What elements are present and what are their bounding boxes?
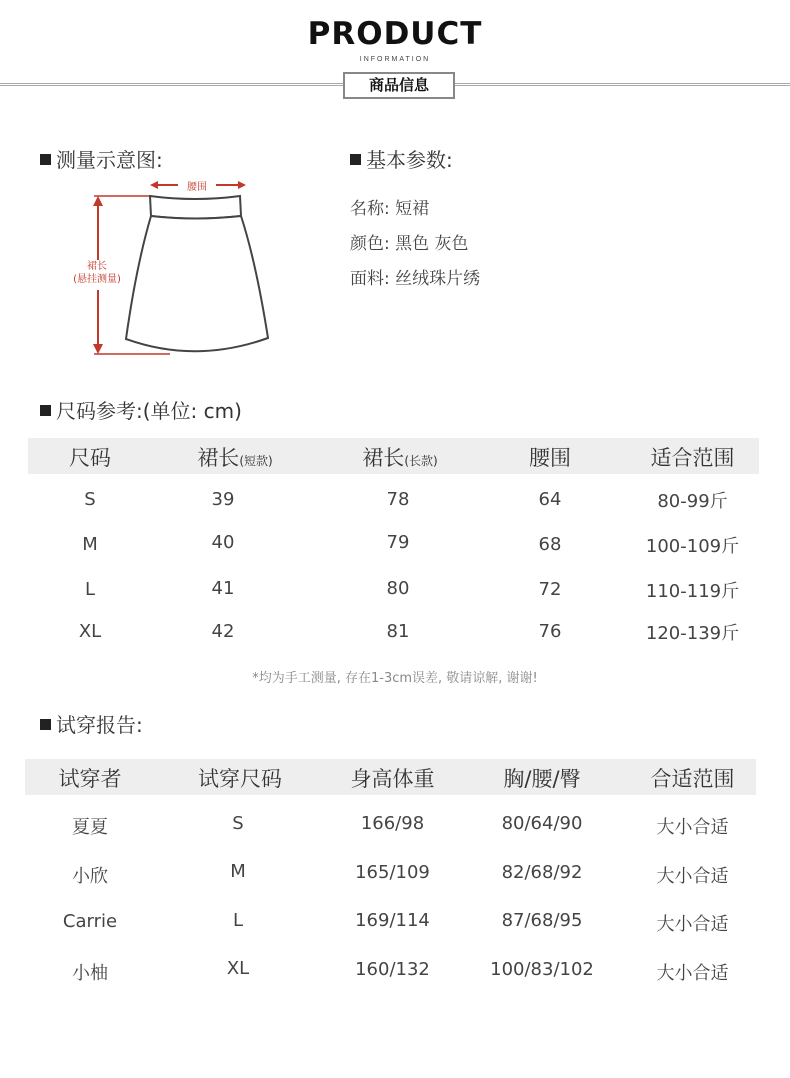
table-cell: 120-139斤 [645, 623, 740, 644]
long-length-col-header: 裙长(长款) [362, 446, 438, 470]
short-length-col-header: 裙长(短款) [197, 446, 273, 470]
height-weight-col-header: 身高体重 [350, 767, 435, 791]
section-badge: 商品信息 [343, 72, 455, 99]
trial-fit-col-header: 合适范围 [650, 767, 735, 791]
size-col-header: 尺码 [69, 446, 111, 470]
table-cell: 80-99斤 [657, 491, 728, 512]
table-cell: 80/64/90 [501, 813, 583, 834]
table-cell: M [82, 534, 98, 555]
trial-size-col-header: 试穿尺码 [198, 767, 282, 791]
page-title: PRODUCT [307, 16, 483, 52]
table-cell: S [84, 489, 96, 510]
param-fabric: 面料: 丝绒珠片绣 [350, 269, 481, 289]
table-cell: 大小合适 [656, 914, 729, 935]
page-subtitle: INFORMATION [359, 56, 431, 63]
table-cell: 小柚 [72, 963, 108, 984]
param-color: 颜色: 黑色 灰色 [350, 234, 469, 254]
table-cell: 大小合适 [656, 963, 729, 984]
table-cell: 夏夏 [72, 817, 108, 838]
square-bullet-icon [40, 405, 51, 416]
header-divider-right [455, 83, 790, 86]
table-cell: 80 [386, 578, 410, 599]
table-cell: Carrie [62, 911, 118, 932]
square-bullet-icon [350, 154, 361, 165]
table-cell: 64 [538, 489, 562, 510]
table-cell: M [230, 861, 246, 882]
table-cell: 68 [538, 534, 562, 555]
basic-heading: 基本参数: [350, 144, 453, 173]
table-cell: 42 [211, 621, 235, 642]
table-cell: 41 [211, 578, 235, 599]
table-cell: 100-109斤 [645, 536, 740, 557]
table-cell: 39 [211, 489, 235, 510]
table-cell: L [84, 579, 96, 600]
table-cell: XL [78, 621, 102, 642]
table-cell: 110-119斤 [645, 581, 740, 602]
fit-range-col-header: 适合范围 [650, 446, 735, 470]
table-cell: 100/83/102 [490, 959, 594, 980]
waist-col-header: 腰围 [529, 446, 571, 470]
table-cell: 160/132 [355, 959, 430, 980]
table-cell: 大小合适 [656, 866, 729, 887]
measurements-col-header: 胸/腰/臀 [503, 767, 581, 791]
size-ref-heading: 尺码参考:(单位: cm) [40, 395, 242, 424]
waist-label: 腰围 [187, 182, 207, 193]
table-cell: S [232, 813, 244, 834]
measure-heading: 测量示意图: [40, 144, 163, 173]
table-cell: 165/109 [355, 862, 430, 883]
table-cell: 81 [386, 621, 410, 642]
table-cell: 82/68/92 [501, 862, 583, 883]
table-cell: 40 [211, 532, 235, 553]
square-bullet-icon [40, 719, 51, 730]
table-cell: 166/98 [360, 813, 425, 834]
square-bullet-icon [40, 154, 51, 165]
table-cell: 72 [538, 579, 562, 600]
measure-note: *均为手工测量, 存在1-3cm误差, 敬请谅解, 谢谢! [252, 671, 538, 686]
table-cell: L [232, 910, 244, 931]
table-cell: 小欣 [72, 866, 108, 887]
tester-col-header: 试穿者 [58, 767, 122, 791]
table-cell: 87/68/95 [501, 910, 583, 931]
table-cell: XL [226, 958, 250, 979]
table-cell: 169/114 [355, 910, 430, 931]
param-name: 名称: 短裙 [350, 199, 430, 219]
table-cell: 78 [386, 489, 410, 510]
table-cell: 79 [386, 532, 410, 553]
table-cell: 76 [538, 621, 562, 642]
trial-heading: 试穿报告: [40, 709, 143, 738]
header-divider-left [0, 83, 343, 86]
table-cell: 大小合适 [656, 817, 729, 838]
length-label: 裙长 (悬挂测量) [73, 261, 121, 285]
